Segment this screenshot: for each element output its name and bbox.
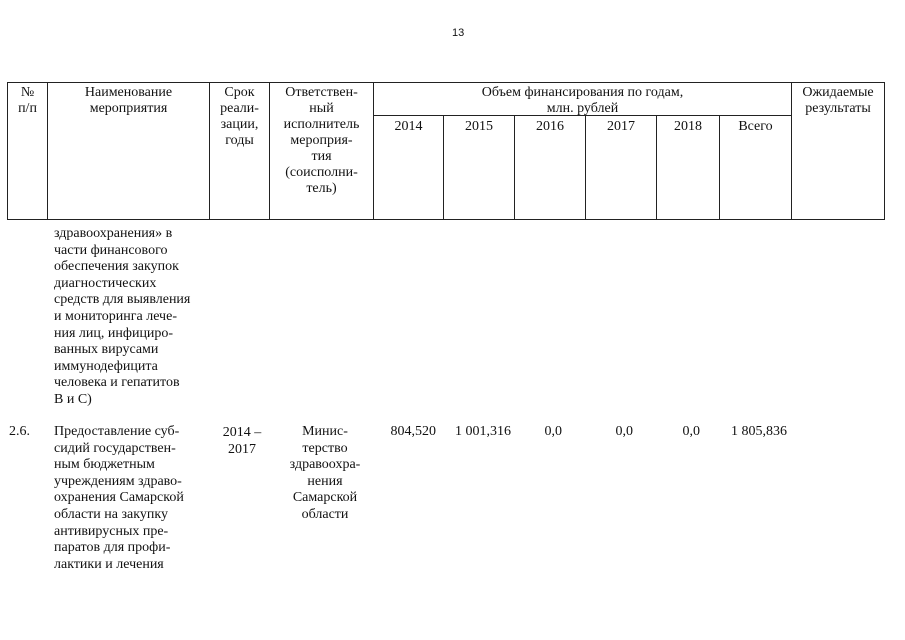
continuation-line: человека и гепатитов xyxy=(54,375,180,391)
row-term: 2014 – 2017 xyxy=(222,425,262,457)
header-year-2015: 2015 xyxy=(465,119,493,134)
table-top-border xyxy=(7,82,884,83)
row-number: 2.6. xyxy=(9,424,30,439)
header-term: Срок реали- зации, годы xyxy=(220,85,259,148)
row-name-line: паратов для профи- xyxy=(54,540,171,556)
row-name-line: учреждениям здраво- xyxy=(54,473,182,489)
row-name-line: ным бюджетным xyxy=(54,457,155,473)
row-name-line: Предоставление суб- xyxy=(54,424,180,439)
header-year-2017: 2017 xyxy=(607,119,635,134)
continuation-line: здравоохранения» в xyxy=(54,226,173,241)
header-name: Наименование мероприятия xyxy=(84,85,173,116)
continuation-line: обеспечения закупок xyxy=(54,259,179,275)
continuation-line: средств для выявления xyxy=(54,292,191,308)
row-name-line: сидий государствен- xyxy=(54,440,176,456)
continuation-line: иммунодефицита xyxy=(54,358,158,374)
row-responsible: Минис- терство здравоохра- нения Самарской области xyxy=(289,424,361,522)
header-year-2016: 2016 xyxy=(536,119,564,134)
continuation-line: ния лиц, инфициро- xyxy=(54,325,174,341)
row-name-line: лактики и лечения xyxy=(54,556,164,572)
header-year-2014: 2014 xyxy=(394,119,423,134)
row-value-2014: 804,520 xyxy=(390,424,436,439)
header-results: Ожидаемые результаты xyxy=(802,85,874,116)
row-name-line: охранения Самарской xyxy=(54,490,184,506)
row-value-2017: 0,0 xyxy=(615,424,633,439)
header-total: Всего xyxy=(738,119,773,134)
continuation-line: В и С) xyxy=(54,392,92,407)
row-value-2015: 1 001,316 xyxy=(455,424,511,439)
col-border-11 xyxy=(884,82,885,220)
page-number: 13 xyxy=(452,27,465,39)
header-funding: Объем финансирования по годам, млн. рублей xyxy=(481,85,684,116)
header-bottom-border xyxy=(7,219,884,220)
row-value-2018: 0,0 xyxy=(682,424,700,439)
row-value-2016: 0,0 xyxy=(544,424,562,439)
continuation-line: ванных вирусами xyxy=(54,342,159,358)
continuation-line: части финансового xyxy=(54,242,168,258)
row-name-line: области на закупку xyxy=(54,507,168,522)
header-responsible: Ответствен- ный исполнитель мероприя- тия (соисполни- тель) xyxy=(283,85,360,196)
header-num: № п/п xyxy=(18,85,37,116)
row-value-total: 1 805,836 xyxy=(731,424,787,439)
continuation-line: и мониторинга лече- xyxy=(54,309,177,324)
continuation-line: диагностических xyxy=(54,275,157,291)
row-name-line: антивирусных пре- xyxy=(54,523,169,539)
header-year-2018: 2018 xyxy=(674,119,702,134)
